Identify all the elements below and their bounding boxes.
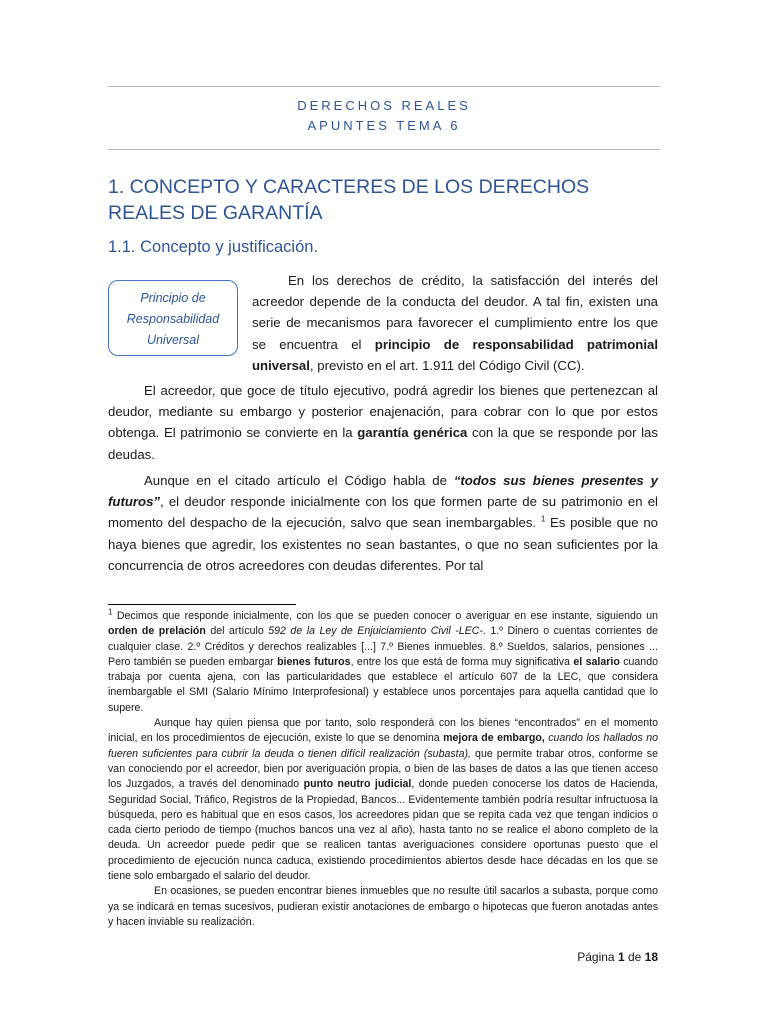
margin-callout-box	[108, 280, 238, 356]
page-number: Página 1 de 18	[577, 950, 658, 964]
callout-line-1: Principio de	[140, 291, 206, 305]
header-topic: APUNTES TEMA 6	[307, 118, 461, 133]
quoted-phrase: “todos sus bienes presentes y futuros”	[108, 473, 658, 510]
footnote-separator	[108, 604, 296, 605]
header-subject: DERECHOS REALES	[297, 98, 471, 113]
footnote-area	[108, 609, 658, 930]
paragraph-1: En los derechos de crédito, la satisfacción del interés del acreedor depende de la conducta del deudor. A tal fin, existen una serie de mecanismos para favorecer el cumplimiento entre los que se encuentra el principio de responsabilidad patrimonial universal, previsto en el art. 1.911 del Código Civil (CC).	[252, 273, 659, 373]
footnote-reference[interactable]: 1	[540, 515, 546, 525]
subsection-heading: 1.1. Concepto y justificación.	[108, 238, 319, 256]
bold-term: principio de responsabilidad patrimonial universal	[252, 336, 659, 373]
callout-line-2: Responsabilidad	[126, 312, 220, 326]
footnote-1: $^1$ Decimos que responde inicialmente, con los que se pueden conocer o averiguar en ese instante, siguiendo un orden de prelación del artículo 592 de la Ley de Enjuiciamiento Civil -LEC-. 1.º Dinero o cuentas corrientes de cualquier clase. 2.º Créditos y derechos realizables [...] 7.º Bienes inmuebles. 8.º Sueldos, salarios, pensiones ... Pero también se pueden embargar bienes futuros, entre los que está de forma muy significativa el salario cuando trabaja por cuenta ajena, con las particularidades que establece el artículo 607 de la LEC, que considera inembargable el SMI (Salario Mínimo Interprofesional) y establece unos porcentajes para aquella cantidad que lo supere.	[108, 607, 658, 714]
paragraph-2: El acreedor, que goce de título ejecutivo, podrá agredir los bienes que pertenezcan al deudor, mediante su embargo y posterior enajenación, para cobrar con lo que por estos obtenga. El patrimonio se convierte en la garantía genérica con la que se responde por las deudas.	[108, 383, 658, 462]
footnote-paragraph-3: En ocasiones, se pueden encontrar bienes inmuebles que no resulte útil sacarlos a subasta, porque como ya se indicará en temas sucesivos, pudieran existir anotaciones de embargo o hipotecas que fueron anotadas antes y hacen inviable su realización.	[108, 885, 658, 928]
page-header	[108, 86, 660, 150]
section-heading: 1. CONCEPTO Y CARACTERES DE LOS DERECHOS REALES DE GARANTÍA	[108, 176, 590, 224]
footnote-mark: 1	[108, 607, 113, 617]
callout-line-3: Universal	[146, 333, 200, 347]
footnote-paragraph-2: Aunque hay quien piensa que por tanto, solo responderá con los bienes “encontrados” en el momento inicial, en los procedimientos de ejecución, existe lo que se denomina mejora de embargo, cuando los hallados no fueren suficientes para cubrir la deuda o tienen difícil realización (subasta), que permite trabar otros, conforme se van conociendo por el acreedor, bien por averiguación propia, o bien de las bases de datos a las que tienen acceso los Juzgados, a través del denominado punto neutro judicial, donde pueden conocerse los datos de Hacienda, Seguridad Social, Tráfico, Registros de la Propiedad, Bancos... Evidentemente también podría resultar infructuosa la búsqueda, pero es habitual que en esos casos, los acreedores pidan que se repita cada vez que tengan indicios o cada cierto periodo de tiempo (muchos bancos una vez al año), hasta tanto no se realice el abono completo de la deuda. Un acreedor puede pedir que se realicen tantas averiguaciones considere oportunas puesto que el procedimiento de ejecución nunca caduca, existiendo procedimientos abiertos desde hace décadas en los que se tiene solo embargado el salario del deudor.	[108, 717, 659, 883]
paragraph-3: Aunque en el citado artículo el Código habla de “todos sus bienes presentes y futuros”, el deudor responde inicialmente con los que formen parte de su patrimonio en el momento del despacho de la ejecución, salvo que sean inembargables. $^1$ Es posible que no haya bienes que agredir, los existentes no sean bastantes, o que no sean suficientes por la concurrencia de otros acreedores con deudas diferentes. Por tal	[108, 473, 658, 573]
bold-term: garantía genérica	[357, 425, 468, 441]
